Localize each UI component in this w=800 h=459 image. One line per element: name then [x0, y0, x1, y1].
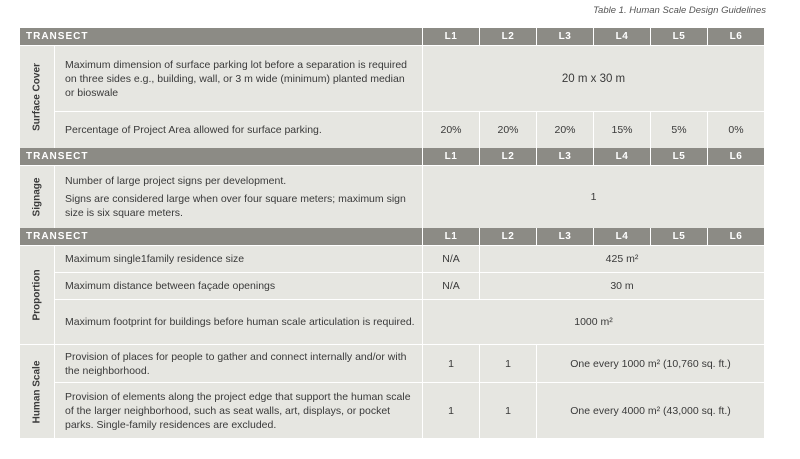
- level-l4: L4: [593, 228, 650, 245]
- level-l5: L5: [650, 148, 707, 165]
- table-row: [20, 111, 764, 148]
- cell-value: 1: [479, 382, 536, 438]
- cell-value: 5%: [650, 111, 707, 148]
- level-l1: L1: [422, 148, 479, 165]
- signage-desc-1: Number of large project signs per development.: [65, 175, 287, 187]
- row-description: Maximum single1family residence size: [54, 245, 422, 272]
- level-l4: L4: [593, 28, 650, 45]
- level-l5: L5: [650, 228, 707, 245]
- level-l2: L2: [479, 148, 536, 165]
- transect-header-row: [20, 148, 764, 165]
- section-label: Surface Cover: [31, 63, 43, 131]
- transect-label: TRANSECT: [20, 28, 422, 45]
- cell-value: 20%: [422, 111, 479, 148]
- row-value: One every 1000 m² (10,760 sq. ft.): [536, 344, 764, 382]
- level-l3: L3: [536, 28, 593, 45]
- cell-value: 1: [479, 344, 536, 382]
- cell-value: N/A: [422, 245, 479, 272]
- cell-value: 20%: [536, 111, 593, 148]
- cell-value: 1: [422, 344, 479, 382]
- level-l2: L2: [479, 228, 536, 245]
- section-label: Signage: [31, 177, 43, 217]
- row-description: [54, 165, 422, 228]
- table-caption: Table 1. Human Scale Design Guidelines: [593, 5, 766, 16]
- row-value: 20 m x 30 m: [422, 45, 764, 111]
- signage-section: [20, 165, 54, 228]
- level-l6: L6: [707, 148, 764, 165]
- cell-value: 0%: [707, 111, 764, 148]
- section-label: Proportion: [31, 269, 43, 321]
- transect-header-row: [20, 228, 764, 245]
- proportion-section: [20, 245, 54, 344]
- cell-value: 20%: [479, 111, 536, 148]
- row-value: 425 m²: [479, 245, 764, 272]
- row-description: Provision of elements along the project edge that support the human scale of the larger neighborhood, such as seat walls, art, displays, or pocket parks. Single-family residences are excluded.: [54, 382, 422, 438]
- row-value: 1000 m²: [422, 299, 764, 344]
- table-row: [20, 299, 764, 344]
- table-row: [20, 272, 764, 299]
- table-row: [20, 382, 764, 438]
- row-value: One every 4000 m² (43,000 sq. ft.): [536, 382, 764, 438]
- level-l6: L6: [707, 228, 764, 245]
- table-row: [20, 165, 764, 228]
- row-description: Provision of places for people to gather and connect internally and/or with the neighborhood.: [54, 344, 422, 382]
- row-description: Maximum footprint for buildings before human scale articulation is required.: [54, 299, 422, 344]
- level-l5: L5: [650, 28, 707, 45]
- transect-label: TRANSECT: [20, 148, 422, 165]
- level-l4: L4: [593, 148, 650, 165]
- row-value: 30 m: [479, 272, 764, 299]
- table-row: [20, 344, 764, 382]
- surface-cover-section: [20, 45, 54, 148]
- row-description: Maximum distance between façade openings: [54, 272, 422, 299]
- design-guidelines-table: [20, 28, 764, 438]
- section-label: Human Scale: [31, 360, 43, 423]
- transect-header-row: [20, 28, 764, 45]
- row-value: 1: [422, 165, 764, 228]
- cell-value: 1: [422, 382, 479, 438]
- level-l6: L6: [707, 28, 764, 45]
- row-description: Percentage of Project Area allowed for surface parking.: [54, 111, 422, 148]
- level-l1: L1: [422, 28, 479, 45]
- level-l1: L1: [422, 228, 479, 245]
- human-scale-section: [20, 344, 54, 438]
- table-row: [20, 245, 764, 272]
- cell-value: 15%: [593, 111, 650, 148]
- level-l3: L3: [536, 148, 593, 165]
- transect-label: TRANSECT: [20, 228, 422, 245]
- signage-desc-2: Signs are considered large when over four square meters; maximum sign size is six square meters.: [65, 193, 406, 219]
- row-description: Maximum dimension of surface parking lot before a separation is required on three sides e.g., building, wall, or 3 m wide (minimum) planted median or bioswale: [54, 45, 422, 111]
- table-row: [20, 45, 764, 111]
- level-l2: L2: [479, 28, 536, 45]
- level-l3: L3: [536, 228, 593, 245]
- cell-value: N/A: [422, 272, 479, 299]
